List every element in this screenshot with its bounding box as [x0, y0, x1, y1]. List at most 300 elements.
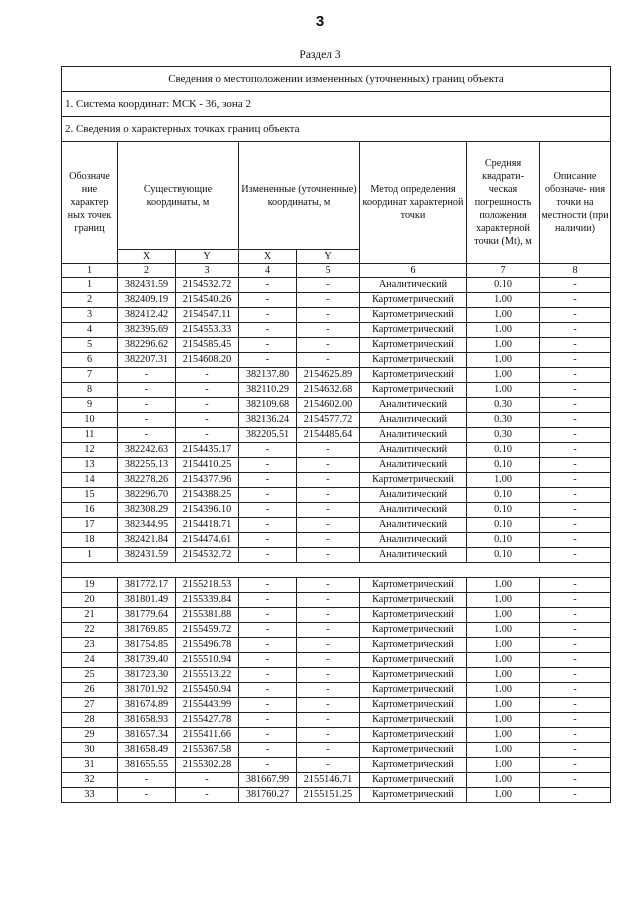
cell-description: - — [540, 518, 611, 533]
cell-method: Аналитический — [360, 503, 467, 518]
cell-point-number: 3 — [62, 308, 118, 323]
cell-method: Картометрический — [360, 383, 467, 398]
col-designation-header: Обозначе ние характер ных точек границ — [62, 142, 118, 264]
cell-existing-y: 2155302.28 — [176, 758, 239, 773]
cell-existing-y: 2154547.11 — [176, 308, 239, 323]
cell-existing-x: 381769.85 — [118, 623, 176, 638]
cell-changed-x: - — [239, 698, 297, 713]
cell-changed-y: - — [297, 698, 360, 713]
cell-changed-y: - — [297, 488, 360, 503]
cell-changed-y: - — [297, 533, 360, 548]
cell-changed-y: - — [297, 323, 360, 338]
cell-method: Картометрический — [360, 653, 467, 668]
cell-description: - — [540, 488, 611, 503]
cell-method: Картометрический — [360, 788, 467, 803]
cell-existing-x: 381674.89 — [118, 698, 176, 713]
cell-point-number: 1 — [62, 548, 118, 563]
cell-point-number: 25 — [62, 668, 118, 683]
cell-mean-error: 0.10 — [467, 548, 540, 563]
cell-existing-x: 382409.19 — [118, 293, 176, 308]
cell-method: Аналитический — [360, 278, 467, 293]
object-title: Сведения о местоположении измененных (уточненных) границ объекта — [62, 67, 611, 92]
table-row — [62, 728, 611, 743]
cell-point-number: 13 — [62, 458, 118, 473]
table-row — [62, 608, 611, 623]
cell-changed-y: - — [297, 548, 360, 563]
cell-changed-x: - — [239, 578, 297, 593]
cell-description: - — [540, 773, 611, 788]
cell-changed-y: 2154602.00 — [297, 398, 360, 413]
cell-changed-y: - — [297, 623, 360, 638]
cell-point-number: 26 — [62, 683, 118, 698]
cell-changed-x: - — [239, 728, 297, 743]
cell-existing-x: 382242.63 — [118, 443, 176, 458]
cell-description: - — [540, 398, 611, 413]
table-row — [62, 413, 611, 428]
cell-changed-y: - — [297, 683, 360, 698]
table-row — [62, 548, 611, 563]
cell-existing-x: 381658.49 — [118, 743, 176, 758]
cell-existing-x: 382296.62 — [118, 338, 176, 353]
cell-existing-y: 2154585.45 — [176, 338, 239, 353]
cell-existing-y: 2154553.33 — [176, 323, 239, 338]
cell-point-number: 29 — [62, 728, 118, 743]
cell-existing-x: 382296.70 — [118, 488, 176, 503]
cell-existing-x: 382344.95 — [118, 518, 176, 533]
table-row — [62, 308, 611, 323]
cell-mean-error: 1.00 — [467, 473, 540, 488]
cell-changed-x: - — [239, 443, 297, 458]
cell-changed-x: - — [239, 278, 297, 293]
cell-mean-error: 1.00 — [467, 758, 540, 773]
cell-point-number: 1 — [62, 278, 118, 293]
cell-description: - — [540, 713, 611, 728]
cell-point-number: 8 — [62, 383, 118, 398]
cell-point-number: 14 — [62, 473, 118, 488]
cell-point-number: 32 — [62, 773, 118, 788]
cell-point-number: 33 — [62, 788, 118, 803]
cell-method: Аналитический — [360, 533, 467, 548]
cell-changed-x: - — [239, 593, 297, 608]
cell-existing-y: 2155443.99 — [176, 698, 239, 713]
points-heading: 2. Сведения о характерных точках границ объекта — [62, 117, 611, 142]
cell-existing-y: - — [176, 398, 239, 413]
cell-changed-x: - — [239, 668, 297, 683]
table-row — [62, 353, 611, 368]
cell-point-number: 21 — [62, 608, 118, 623]
cell-changed-y: 2155151.25 — [297, 788, 360, 803]
cell-changed-x: 382205.51 — [239, 428, 297, 443]
cell-existing-x: - — [118, 383, 176, 398]
cell-description: - — [540, 638, 611, 653]
table-row — [62, 713, 611, 728]
table-row — [62, 458, 611, 473]
col-existing-header: Существующие координаты, м — [118, 142, 239, 250]
cell-existing-y: 2154532.72 — [176, 278, 239, 293]
cell-existing-x: 381658.93 — [118, 713, 176, 728]
table-row — [62, 623, 611, 638]
cell-mean-error: 1.00 — [467, 323, 540, 338]
cell-existing-x: 382395.69 — [118, 323, 176, 338]
cell-mean-error: 1.00 — [467, 653, 540, 668]
cell-changed-x: - — [239, 458, 297, 473]
cell-changed-y: - — [297, 278, 360, 293]
cell-changed-x: - — [239, 533, 297, 548]
cell-changed-y: 2154485.64 — [297, 428, 360, 443]
table-row — [62, 773, 611, 788]
boundary-points-table — [61, 66, 611, 803]
col-existing-x: X — [118, 250, 176, 264]
table-row — [62, 323, 611, 338]
cell-description: - — [540, 728, 611, 743]
cell-mean-error: 1.00 — [467, 578, 540, 593]
cell-point-number: 11 — [62, 428, 118, 443]
cell-existing-y: 2154532.72 — [176, 548, 239, 563]
cell-description: - — [540, 593, 611, 608]
cell-description: - — [540, 548, 611, 563]
cell-point-number: 5 — [62, 338, 118, 353]
cell-mean-error: 1.00 — [467, 593, 540, 608]
cell-mean-error: 1.00 — [467, 668, 540, 683]
cell-existing-x: - — [118, 368, 176, 383]
cell-mean-error: 1.00 — [467, 383, 540, 398]
cell-changed-x: 382136.24 — [239, 413, 297, 428]
cell-mean-error: 1.00 — [467, 353, 540, 368]
cell-changed-y: - — [297, 338, 360, 353]
cell-existing-y: - — [176, 773, 239, 788]
col-number: 2 — [118, 264, 176, 278]
table-row — [62, 593, 611, 608]
cell-changed-x: 382110.29 — [239, 383, 297, 398]
cell-changed-x: 381760.27 — [239, 788, 297, 803]
cell-method: Картометрический — [360, 683, 467, 698]
cell-existing-x: - — [118, 788, 176, 803]
cell-mean-error: 0.10 — [467, 518, 540, 533]
cell-changed-x: - — [239, 293, 297, 308]
cell-changed-y: - — [297, 653, 360, 668]
cell-description: - — [540, 743, 611, 758]
cell-existing-x: 382431.59 — [118, 278, 176, 293]
cell-mean-error: 1.00 — [467, 683, 540, 698]
col-changed-header: Измененные (уточненные) координаты, м — [239, 142, 360, 250]
cell-existing-y: 2154435.17 — [176, 443, 239, 458]
cell-existing-y: 2155459.72 — [176, 623, 239, 638]
cell-description: - — [540, 278, 611, 293]
cell-method: Картометрический — [360, 743, 467, 758]
table-row — [62, 338, 611, 353]
cell-existing-x: 381739.40 — [118, 653, 176, 668]
cell-existing-y: 2155450.94 — [176, 683, 239, 698]
cell-existing-x: 382412.42 — [118, 308, 176, 323]
cell-mean-error: 1.00 — [467, 368, 540, 383]
cell-changed-y: - — [297, 608, 360, 623]
cell-description: - — [540, 578, 611, 593]
cell-existing-y: 2155218.53 — [176, 578, 239, 593]
cell-mean-error: 0.30 — [467, 398, 540, 413]
cell-existing-x: 382308.29 — [118, 503, 176, 518]
col-description-header: Описание обозначе- ния точки на местности (при наличии) — [540, 142, 611, 264]
cell-changed-y: - — [297, 713, 360, 728]
cell-description: - — [540, 308, 611, 323]
cell-existing-x: 381801.49 — [118, 593, 176, 608]
cell-mean-error: 1.00 — [467, 713, 540, 728]
cell-changed-y: - — [297, 473, 360, 488]
cell-method: Картометрический — [360, 608, 467, 623]
table-row — [62, 683, 611, 698]
cell-point-number: 20 — [62, 593, 118, 608]
table-row — [62, 638, 611, 653]
cell-mean-error: 1.00 — [467, 728, 540, 743]
cell-mean-error: 0.10 — [467, 533, 540, 548]
cell-mean-error: 0.10 — [467, 443, 540, 458]
table-row — [62, 398, 611, 413]
cell-point-number: 27 — [62, 698, 118, 713]
cell-existing-y: 2154410.25 — [176, 458, 239, 473]
cell-changed-y: - — [297, 293, 360, 308]
cell-changed-x: 381667.99 — [239, 773, 297, 788]
cell-existing-y: 2154608.20 — [176, 353, 239, 368]
cell-existing-y: 2155411.66 — [176, 728, 239, 743]
cell-method: Картометрический — [360, 758, 467, 773]
cell-changed-x: - — [239, 743, 297, 758]
cell-existing-y: - — [176, 788, 239, 803]
cell-changed-x: - — [239, 608, 297, 623]
table-row — [62, 503, 611, 518]
cell-description: - — [540, 368, 611, 383]
cell-point-number: 24 — [62, 653, 118, 668]
cell-changed-y: - — [297, 728, 360, 743]
cell-existing-x: 381701.92 — [118, 683, 176, 698]
cell-existing-y: 2154377.96 — [176, 473, 239, 488]
col-method-header: Метод определения координат характерной точки — [360, 142, 467, 264]
cell-description: - — [540, 683, 611, 698]
cell-description: - — [540, 608, 611, 623]
table-row — [62, 428, 611, 443]
table-row — [62, 758, 611, 773]
cell-mean-error: 1.00 — [467, 293, 540, 308]
col-number: 5 — [297, 264, 360, 278]
separator-cell — [62, 563, 611, 578]
cell-existing-y: 2155513.22 — [176, 668, 239, 683]
cell-method: Аналитический — [360, 518, 467, 533]
cell-description: - — [540, 458, 611, 473]
cell-existing-y: 2155339.84 — [176, 593, 239, 608]
cell-method: Картометрический — [360, 668, 467, 683]
cell-method: Аналитический — [360, 488, 467, 503]
cell-changed-y: - — [297, 593, 360, 608]
cell-changed-x: - — [239, 338, 297, 353]
cell-existing-y: 2154396.10 — [176, 503, 239, 518]
cell-method: Картометрический — [360, 308, 467, 323]
table-row — [62, 743, 611, 758]
cell-existing-x: - — [118, 428, 176, 443]
col-changed-x: X — [239, 250, 297, 264]
cell-existing-x: 382421.84 — [118, 533, 176, 548]
cell-method: Картометрический — [360, 323, 467, 338]
cell-description: - — [540, 788, 611, 803]
cell-existing-y: 2154540.26 — [176, 293, 239, 308]
cell-point-number: 2 — [62, 293, 118, 308]
cell-description: - — [540, 473, 611, 488]
cell-mean-error: 1.00 — [467, 308, 540, 323]
cell-changed-y: - — [297, 353, 360, 368]
cell-description: - — [540, 533, 611, 548]
cell-changed-y: - — [297, 308, 360, 323]
cell-mean-error: 0.10 — [467, 503, 540, 518]
column-numbers-row — [62, 264, 611, 278]
col-number: 7 — [467, 264, 540, 278]
cell-point-number: 17 — [62, 518, 118, 533]
cell-description: - — [540, 353, 611, 368]
cell-changed-x: - — [239, 758, 297, 773]
cell-mean-error: 1.00 — [467, 773, 540, 788]
cell-changed-y: - — [297, 443, 360, 458]
table-row — [62, 368, 611, 383]
cell-method: Картометрический — [360, 698, 467, 713]
table-row — [62, 668, 611, 683]
col-number: 3 — [176, 264, 239, 278]
cell-existing-y: 2155510.94 — [176, 653, 239, 668]
cell-method: Картометрический — [360, 293, 467, 308]
cell-changed-y: - — [297, 668, 360, 683]
cell-description: - — [540, 323, 611, 338]
cell-changed-x: - — [239, 623, 297, 638]
cell-existing-x: 381657.34 — [118, 728, 176, 743]
cell-point-number: 12 — [62, 443, 118, 458]
table-row — [62, 788, 611, 803]
cell-mean-error: 0.10 — [467, 488, 540, 503]
cell-changed-y: - — [297, 458, 360, 473]
cell-method: Картометрический — [360, 353, 467, 368]
col-existing-y: Y — [176, 250, 239, 264]
cell-mean-error: 0.30 — [467, 413, 540, 428]
table-row — [62, 578, 611, 593]
separator-row — [62, 563, 611, 578]
cell-point-number: 31 — [62, 758, 118, 773]
cell-point-number: 7 — [62, 368, 118, 383]
cell-mean-error: 1.00 — [467, 788, 540, 803]
table-row — [62, 488, 611, 503]
cell-existing-x: 382255.13 — [118, 458, 176, 473]
table-row — [62, 518, 611, 533]
cell-existing-x: 382278.26 — [118, 473, 176, 488]
cell-changed-x: 382137.80 — [239, 368, 297, 383]
cell-mean-error: 1.00 — [467, 743, 540, 758]
cell-existing-y: 2155367.58 — [176, 743, 239, 758]
cell-method: Картометрический — [360, 623, 467, 638]
cell-mean-error: 1.00 — [467, 638, 540, 653]
cell-point-number: 15 — [62, 488, 118, 503]
cell-changed-x: - — [239, 503, 297, 518]
cell-description: - — [540, 668, 611, 683]
cell-changed-x: - — [239, 638, 297, 653]
cell-method: Аналитический — [360, 413, 467, 428]
cell-mean-error: 1.00 — [467, 338, 540, 353]
col-error-header: Средняя квадрати- ческая погрешность положения характерной точки (Mt), м — [467, 142, 540, 264]
col-changed-y: Y — [297, 250, 360, 264]
cell-changed-y: - — [297, 638, 360, 653]
cell-changed-x: - — [239, 653, 297, 668]
cell-point-number: 9 — [62, 398, 118, 413]
cell-existing-x: 381772.17 — [118, 578, 176, 593]
cell-changed-y: 2154632.68 — [297, 383, 360, 398]
cell-description: - — [540, 623, 611, 638]
cell-changed-x: - — [239, 308, 297, 323]
cell-existing-y: 2154474.61 — [176, 533, 239, 548]
cell-description: - — [540, 443, 611, 458]
cell-method: Аналитический — [360, 428, 467, 443]
cell-existing-y: 2154388.25 — [176, 488, 239, 503]
cell-point-number: 28 — [62, 713, 118, 728]
cell-changed-x: - — [239, 488, 297, 503]
cell-changed-y: - — [297, 518, 360, 533]
cell-changed-y: 2155146.71 — [297, 773, 360, 788]
cell-description: - — [540, 383, 611, 398]
cell-point-number: 10 — [62, 413, 118, 428]
table-row — [62, 533, 611, 548]
col-number: 1 — [62, 264, 118, 278]
cell-changed-y: 2154625.89 — [297, 368, 360, 383]
cell-description: - — [540, 698, 611, 713]
cell-existing-x: 381655.55 — [118, 758, 176, 773]
cell-changed-y: - — [297, 743, 360, 758]
cell-existing-y: 2154418.71 — [176, 518, 239, 533]
cell-changed-x: - — [239, 323, 297, 338]
cell-mean-error: 1.00 — [467, 698, 540, 713]
cell-method: Аналитический — [360, 398, 467, 413]
cell-method: Аналитический — [360, 548, 467, 563]
cell-point-number: 19 — [62, 578, 118, 593]
cell-point-number: 30 — [62, 743, 118, 758]
cell-point-number: 18 — [62, 533, 118, 548]
cell-point-number: 6 — [62, 353, 118, 368]
cell-changed-x: - — [239, 713, 297, 728]
cell-description: - — [540, 758, 611, 773]
cell-existing-x: - — [118, 398, 176, 413]
cell-method: Аналитический — [360, 458, 467, 473]
cell-existing-x: 381723.30 — [118, 668, 176, 683]
cell-changed-x: - — [239, 548, 297, 563]
cell-existing-x: - — [118, 773, 176, 788]
table-row — [62, 443, 611, 458]
cell-method: Картометрический — [360, 638, 467, 653]
cell-changed-y: - — [297, 578, 360, 593]
cell-point-number: 4 — [62, 323, 118, 338]
cell-changed-x: 382109.68 — [239, 398, 297, 413]
cell-existing-x: 382207.31 — [118, 353, 176, 368]
cell-description: - — [540, 503, 611, 518]
cell-mean-error: 1.00 — [467, 623, 540, 638]
table-row — [62, 293, 611, 308]
cell-method: Картометрический — [360, 773, 467, 788]
col-number: 8 — [540, 264, 611, 278]
cell-description: - — [540, 338, 611, 353]
cell-method: Картометрический — [360, 338, 467, 353]
col-number: 6 — [360, 264, 467, 278]
cell-existing-x: - — [118, 413, 176, 428]
cell-changed-x: - — [239, 683, 297, 698]
table-row — [62, 698, 611, 713]
cell-method: Картометрический — [360, 713, 467, 728]
table-row — [62, 473, 611, 488]
cell-mean-error: 0.30 — [467, 428, 540, 443]
page-number: 3 — [315, 13, 325, 30]
cell-changed-y: 2154577.72 — [297, 413, 360, 428]
cell-existing-x: 381754.85 — [118, 638, 176, 653]
cell-point-number: 16 — [62, 503, 118, 518]
cell-method: Картометрический — [360, 728, 467, 743]
cell-existing-x: 381779.64 — [118, 608, 176, 623]
